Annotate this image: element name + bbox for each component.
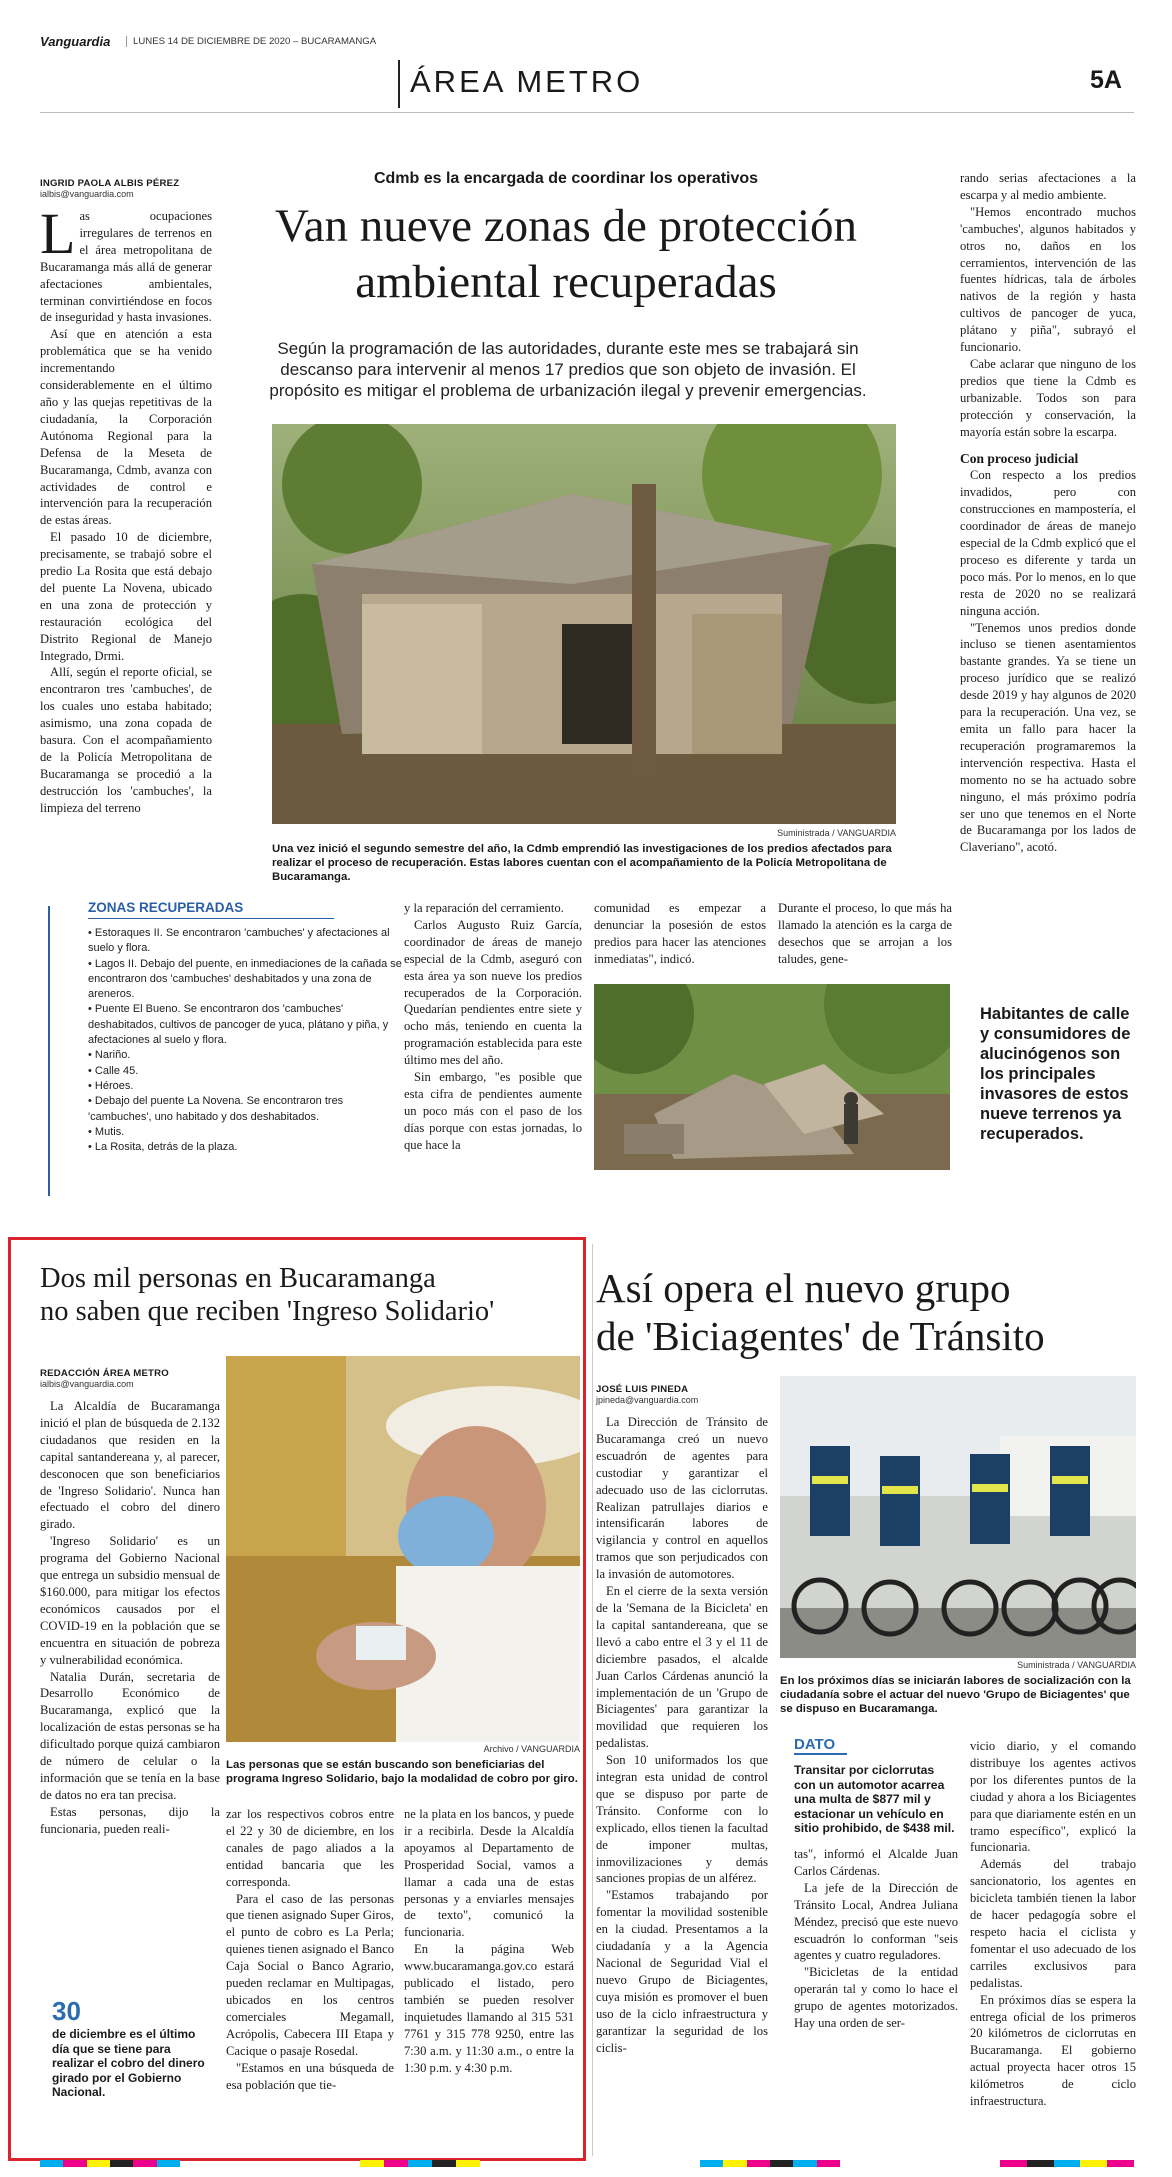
paragraph: y la reparación del cerramiento. <box>404 901 564 915</box>
bici-byline-block <box>596 1384 776 1405</box>
dato-box <box>794 1736 956 1836</box>
paragraph: Con respecto a los predios invadidos, pero con construcciones en mampostería, el coordinador de áreas de manejo especial de la Cdmb explicó que el proceso es diferente y tarda un poco más. Por lo menos, en lo que resta de 2020 no se realizará ninguna acción. <box>960 468 1136 618</box>
bici-byline: JOSÉ LUIS PINEDA <box>596 1384 689 1395</box>
dato-text: Transitar por ciclorrutas con un automotor acarrea una multa de $877 mil y estacionar un vehículo en sitio prohibido, de $438 mil. <box>794 1763 955 1835</box>
ingreso-byline: REDACCIÓN ÁREA METRO <box>40 1368 169 1379</box>
list-item: • Estoraques II. Se encontraron 'cambuches' y afectaciones al suelo y flora. <box>88 927 390 955</box>
shack-illustration <box>272 424 896 824</box>
bici-email: jpineda@vanguardia.com <box>596 1395 699 1405</box>
paragraph: Sin embargo, "es posible que esta cifra de pendientes aumente un poco más con el paso de los días porque con estas jornadas, lo que hace la <box>404 1070 582 1152</box>
lead-kicker: Cdmb es la encargada de coordinar los operativos <box>373 170 759 187</box>
section-divider <box>398 60 400 108</box>
paragraph: En la página Web www.bucaramanga.gov.co estará publicado el listado, pero también se pueden resolver inquietudes llamando al 315 531 7761 y 315 778 9250, entre las 7:30 a.m. y 11:30 a.m., o entre la 1:30 p.m. y 4:30 p.m. <box>404 1942 574 2075</box>
headline-line: Van nueve zonas de protección <box>274 200 858 252</box>
lead-subhead: Con proceso judicial <box>960 450 1079 466</box>
sidebar-title-rule <box>88 918 334 919</box>
dropcap: L <box>40 201 76 266</box>
paragraph: zar los respectivos cobros entre el 22 y 30 de diciembre, en los canales de pago aliados a la entidad bancaria que les corresponda. <box>226 1807 394 1889</box>
list-item: • Mutis. <box>88 1125 125 1138</box>
paragraph: "Estamos trabajando por fomentar la movilidad sostenible en la ciudad. Presentamos a la ciudadanía y a la Agencia Nacional de Seguridad Vial el nuevo Grupo de Biciagentes, cuya misión es promover el buen uso de la ciclo infraestructura y garantizar la seguridad de los ciclis- <box>596 1888 768 2055</box>
fact-text: de diciembre es el último día que se tiene para realizar el cobro del dinero girado por el Gobierno Nacional. <box>52 2027 205 2099</box>
headline-line: no saben que reciben 'Ingreso Solidario' <box>40 1296 495 1327</box>
paragraph: Además del trabajo sancionatorio, los agentes en bicicleta también tienen la labor de hacer pedagogía sobre el respeto hacia el ciclista y fomentar el uso adecuado de los carriles exclusivos para pedalistas. <box>970 1857 1136 1990</box>
color-bar-far-right <box>1000 2160 1134 2167</box>
list-item: • Puente El Bueno. Se encontraron dos 'cambuches' deshabitados, cultivos de pancoger de yuca, plátano y piña, y afectaciones al suelo y flora. <box>88 1003 389 1047</box>
paragraph: Son 10 uniformados los que integran esta unidad de control que se dispuso por parte de Tránsito. Conforme con lo explicado, ellos tienen la facultad de imponer multas, inmovilizaciones y demás sanciones propias de un alférez. <box>596 1753 768 1886</box>
color-bar-right <box>700 2160 840 2167</box>
paragraph: "Bicicletas de la entidad operarán tal y como lo hace el grupo de agentes motorizados. Hay una orden de ser- <box>794 1965 958 2031</box>
dato-label: DATO <box>794 1736 847 1755</box>
lead-headline <box>226 198 906 310</box>
bici-photo-credit: Suministrada / VANGUARDIA <box>1017 1660 1136 1670</box>
ingreso-photo-credit: Archivo / VANGUARDIA <box>483 1744 580 1754</box>
ingreso-email: ialbis@vanguardia.com <box>40 1379 134 1389</box>
page-number: 5A <box>1090 66 1122 94</box>
paragraph: Carlos Augusto Ruiz García, coordinador de áreas de manejo especial de la Cdmb, aseguró con esta área ya son nueve los predios recuperados de la Corporación. Quedarían pendientes entre siete y ocho más, teniendo en cuenta la programación establecida para este último mes del año. <box>404 917 582 1068</box>
paragraph: "Tenemos unos predios donde incluso se tienen asentamientos bastante grandes. Ya se tiene un proceso jurídico que se realizó desde 2019 y hay algunos de 2020 para la recuperación. Una vez, se emita un fallo para hacer la recuperación programaremos la intervención respectiva. Hasta el momento no se ha actuado sobre ninguno, el más próximo podría ser uno que tenemos en el Norte de Bucaramanga por los lados de Claveriano", acotó. <box>960 620 1136 855</box>
paragraph: Natalia Durán, secretaria de Desarrollo Económico de Bucaramanga, explicó que la localización de estas personas se ha dificultado porque quizá cambiaron de número de celular o la información que se tenía en la base de datos no era tan precisa. <box>40 1669 220 1802</box>
paragraph: En el cierre de la sexta versión de la 'Semana de la Bicicleta' en la capital santandereana, que se llevó a cabo entre el 3 y el 11 de diciembre pasados, el alcalde Juan Carlos Cárdenas anunció la implementación de un 'Grupo de Biciagentes' para garantizar la movilidad que requieren los pedalistas. <box>596 1584 768 1751</box>
color-bar-left <box>40 2160 180 2167</box>
ingreso-headline <box>40 1262 580 1328</box>
debris-illustration <box>594 984 950 1170</box>
lead-email: ialbis@vanguardia.com <box>40 189 134 199</box>
sidebar-title: ZONAS RECUPERADAS <box>88 900 244 915</box>
bici-photo-caption: En los próximos días se iniciarán labores de socialización con la ciudadanía sobre el actuar del nuevo 'Grupo de Biciagentes' que se dispuso en Bucaramanga. <box>780 1675 1131 1715</box>
lead-photo <box>272 424 896 824</box>
lead-right-column <box>960 170 1136 856</box>
fact-box <box>52 1996 212 2100</box>
lead-photo-caption: Una vez inició el segundo semestre del año, la Cdmb emprendió las investigaciones de los predios afectados para realizar el proceso de recuperación. Estas labores cuentan con el acompañamiento de la Policía Metropolitana de Bucaramanga. <box>272 843 892 883</box>
ingreso-column-2 <box>226 1806 394 2093</box>
pull-quote: Habitantes de calle y consumidores de alucinógenos son los principales invasores de estos nueve terrenos ya recuperados. <box>980 1005 1131 1143</box>
list-item: • La Rosita, detrás de la plaza. <box>88 1141 238 1154</box>
paragraph: ne la plata en los bancos, y puede ir a recibirla. Desde la Alcaldía apoyamos al Departamento de Prosperidad Social, vamos a llamar a cada una de estas personas y a enviarles mensajes de texto", comunicó la funcionaria. <box>404 1807 574 1940</box>
paragraph: as ocupaciones irregulares de terrenos en el área metropolitana de Bucaramanga más allá de generar afectaciones ambientales, terminan convirtiéndose en focos de inseguridad y hasta invasiones. <box>40 209 212 325</box>
list-item: • Debajo del puente La Novena. Se encontraron tres 'cambuches', uno habitado y dos deshabitados. <box>88 1095 344 1123</box>
paragraph: vicio diario, y el comando distribuye los agentes activos por los diferentes puntos de la ciudad y ahora a los Biciagentes para que diariamente estén en un tramo específico", explicó la funcionaria. <box>970 1739 1136 1855</box>
lead-mid-column-3 <box>778 900 952 968</box>
cyclists-illustration <box>780 1376 1136 1658</box>
paragraph: Allí, según el reporte oficial, se encontraron tres 'cambuches', de los cuales uno estaba habitado; asimismo, una zona copada de basura. Con el acompañamiento de la Policía Metropolitana de Bucaramanga se procedió a la destrucción los 'cambuches', la limpieza del terreno <box>40 665 212 815</box>
brand-logo: Vanguardia <box>40 34 111 49</box>
bici-column-2 <box>794 1846 958 2032</box>
section-title: ÁREA METRO <box>410 64 644 99</box>
paragraph: comunidad es empezar a denunciar la posesión de estos predios para hacer las atenciones inmediatas", indicó. <box>594 901 766 966</box>
bici-headline <box>596 1264 1144 1360</box>
trash-photo <box>594 984 950 1170</box>
paragraph: tas", informó el Alcalde Juan Carlos Cárdenas. <box>794 1847 958 1878</box>
elderly-man-illustration <box>226 1356 580 1742</box>
headline-line: Así opera el nuevo grupo <box>596 1265 1011 1311</box>
lead-byline: INGRID PAOLA ALBIS PÉREZ <box>40 178 180 189</box>
headline-line: de 'Biciagentes' de Tránsito <box>596 1313 1045 1359</box>
paragraph: En próximos días se espera la entrega oficial de los primeros 20 kilómetros de ciclorrutas en Bucaramanga. El gobierno actual proyecta hacer otros 15 kilómetros de ciclo infraestructura. <box>970 1992 1136 2109</box>
dateline: LUNES 14 DE DICIEMBRE DE 2020 – BUCARAMANGA <box>126 36 376 47</box>
lead-photo-credit: Suministrada / VANGUARDIA <box>777 828 896 838</box>
bici-column-1 <box>596 1414 768 2056</box>
ingreso-column-1 <box>40 1398 220 1838</box>
ingreso-byline-block <box>40 1368 220 1389</box>
paragraph: La Alcaldía de Bucaramanga inició el plan de búsqueda de 2.132 ciudadanos que residen en la capital santandereana y, al parecer, desconocen que son beneficiarios de 'Ingreso Solidario'. Nunca han efectuado el cobro del dinero girado. <box>40 1399 220 1532</box>
column-divider <box>592 1244 593 2156</box>
sidebar-zonas <box>40 898 402 1200</box>
lead-byline-block <box>40 178 212 199</box>
paragraph: Estas personas, dijo la funcionaria, pueden reali- <box>40 1804 220 1836</box>
header-rule <box>40 112 1134 113</box>
lead-mid-column-2 <box>594 900 766 968</box>
ingreso-photo-caption: Las personas que se están buscando son beneficiarias del programa Ingreso Solidario, bajo la modalidad de cobro por giro. <box>226 1759 578 1785</box>
color-bar-middle <box>360 2160 480 2167</box>
bici-column-3 <box>970 1738 1136 2110</box>
list-item: • Lagos II. Debajo del puente, en inmediaciones de la cañada se encontraron dos 'cambuches' deshabitados y una zona de areneros. <box>88 957 402 1001</box>
headline-line: Dos mil personas en Bucaramanga <box>40 1263 436 1294</box>
list-item: • Calle 45. <box>88 1064 139 1077</box>
paragraph: La jefe de la Dirección de Tránsito Local, Andrea Juliana Méndez, precisó que este nuevo escuadrón lo conforman "seis agentes y cuatro reguladores. <box>794 1880 958 1963</box>
paragraph: "Estamos en una búsqueda de esa población que tie- <box>226 2060 394 2092</box>
list-item: • Héroes. <box>88 1079 134 1092</box>
headline-line: ambiental recuperadas <box>355 256 777 308</box>
paragraph: Durante el proceso, lo que más ha llamado la atención es la carga de desechos que se arrojan a los taludes, gene- <box>778 901 952 966</box>
paragraph: 'Ingreso Solidario' es un programa del Gobierno Nacional que entrega un subsidio mensual de $160.000, para mitigar los efectos económicos causados por el COVID-19 en la población que se encuentra en situación de pobreza y vulnerabilidad económica. <box>40 1534 220 1667</box>
paragraph: "Hemos encontrado muchos 'cambuches', algunos habitados y otros no, daños en los cerramientos, intervención de las fuentes hídricas, tala de árboles nativos de la región y hasta cultivos de pancoger de yuca, plátano y piña", subrayó el funcionario. <box>960 204 1136 355</box>
paragraph: La Dirección de Tránsito de Bucaramanga creó un nuevo escuadrón de agentes para custodiar y garantizar el adecuado uso de las ciclorrutas. Realizan patrullajes diarios e intensificarán labores de vigilancia y control en aquellos tramos que son perjudicados con la invasión de automotores. <box>596 1415 768 1582</box>
paragraph: rando serias afectaciones a la escarpa y al medio ambiente. <box>960 171 1136 202</box>
paragraph: Así que en atención a esta problemática que se ha venido incrementando considerablemente en el último año y las quejas repetitivas de la ciudadanía, la Corporación Autónoma Regional para la Defensa de la Meseta de Bucaramanga, Cdmb, avanza con actividades de control e intervención para la recuperación de estas áreas. <box>40 327 212 528</box>
ingreso-photo <box>226 1356 580 1742</box>
sidebar-rule <box>48 906 50 1196</box>
paragraph: Cabe aclarar que ninguno de los predios que tiene la Cdmb es urbanizable. Todos son para protección y conservación, la mayoría están sobre la escarpa. <box>960 356 1136 439</box>
lead-dek: Según la programación de las autoridades, durante este mes se trabajará sin descanso para intervenir al menos 17 predios que son objeto de invasión. El propósito es mitigar el problema de urbanización ilegal y prevenir emergencias. <box>269 339 867 400</box>
bici-photo <box>780 1376 1136 1658</box>
sidebar-list <box>88 926 404 1155</box>
fact-number: 30 <box>52 1996 81 2026</box>
list-item: • Nariño. <box>88 1049 131 1062</box>
lead-mid-column-1 <box>404 900 582 1154</box>
lead-column-1 <box>40 201 212 817</box>
paragraph: El pasado 10 de diciembre, precisamente, se trabajó sobre el predio La Rosita que está debajo del puente La Novena, ubicado en una zona de protección y restauración ecológica del Distrito Regional de Manejo Integrado, Drmi. <box>40 530 212 663</box>
page-header <box>40 34 1140 52</box>
ingreso-column-3 <box>404 1806 574 2077</box>
paragraph: Para el caso de las personas que tienen asignado Super Giros, el punto de cobro es La Perla; quienes tienen asignado el Banco Caja Social o Banco Agrario, pueden reclamar en Multipagas, ubicados en los centros comerciales Megamall, Acrópolis, Cabecera III Etapa y Cacique o pasaje Rosedal. <box>226 1891 394 2058</box>
